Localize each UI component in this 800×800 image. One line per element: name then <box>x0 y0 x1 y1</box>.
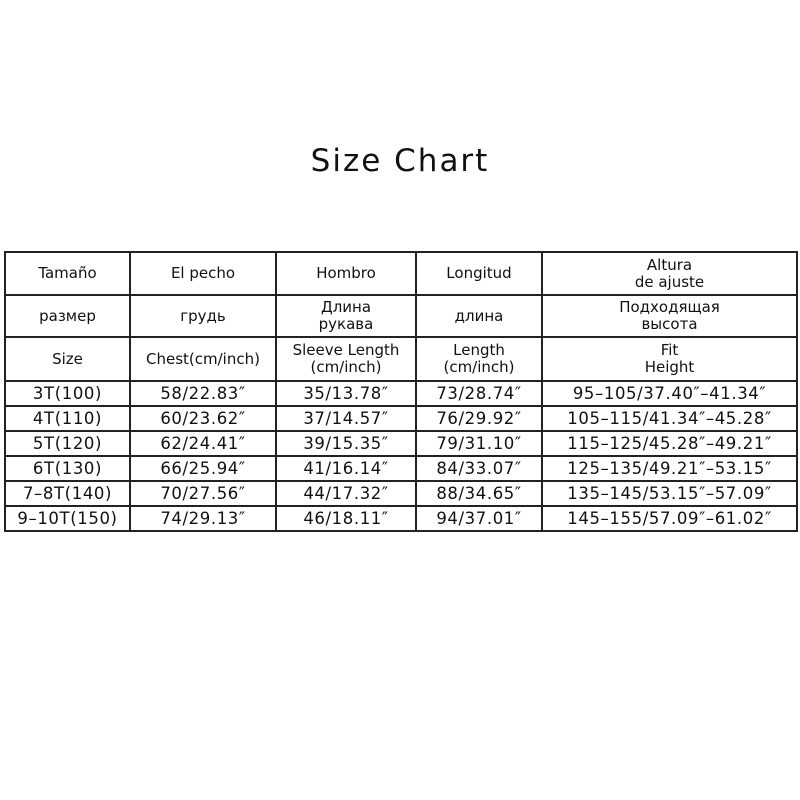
table-row <box>5 381 797 406</box>
fit-height-cell: 145–155/57.09″–61.02″ <box>542 506 797 531</box>
chest-cell: 74/29.13″ <box>130 506 276 531</box>
length-cell: 73/28.74″ <box>416 381 542 406</box>
size-cell: 7–8T(140) <box>5 481 130 506</box>
chest-cell: 58/22.83″ <box>130 381 276 406</box>
header-cell: Tamaño <box>5 252 130 295</box>
size-cell: 3T(100) <box>5 381 130 406</box>
header-cell: длина <box>416 295 542 337</box>
chest-cell: 66/25.94″ <box>130 456 276 481</box>
sleeve-length-cell: 46/18.11″ <box>276 506 416 531</box>
fit-height-cell: 115–125/45.28″–49.21″ <box>542 431 797 456</box>
table-row <box>5 431 797 456</box>
header-cell: Length (cm/inch) <box>416 337 542 381</box>
fit-height-cell: 125–135/49.21″–53.15″ <box>542 456 797 481</box>
sleeve-length-cell: 39/15.35″ <box>276 431 416 456</box>
table-row <box>5 506 797 531</box>
fit-height-cell: 95–105/37.40″–41.34″ <box>542 381 797 406</box>
length-cell: 84/33.07″ <box>416 456 542 481</box>
header-row-english <box>5 337 797 381</box>
length-cell: 76/29.92″ <box>416 406 542 431</box>
header-cell: Fit Height <box>542 337 797 381</box>
table-row <box>5 406 797 431</box>
sleeve-length-cell: 35/13.78″ <box>276 381 416 406</box>
fit-height-cell: 105–115/41.34″–45.28″ <box>542 406 797 431</box>
header-cell: Hombro <box>276 252 416 295</box>
header-row-russian <box>5 295 797 337</box>
size-cell: 6T(130) <box>5 456 130 481</box>
size-cell: 5T(120) <box>5 431 130 456</box>
length-cell: 79/31.10″ <box>416 431 542 456</box>
chest-cell: 60/23.62″ <box>130 406 276 431</box>
header-cell: Длина рукава <box>276 295 416 337</box>
length-cell: 88/34.65″ <box>416 481 542 506</box>
sleeve-length-cell: 37/14.57″ <box>276 406 416 431</box>
header-cell: Size <box>5 337 130 381</box>
sleeve-length-cell: 41/16.14″ <box>276 456 416 481</box>
header-cell: Altura de ajuste <box>542 252 797 295</box>
fit-height-cell: 135–145/53.15″–57.09″ <box>542 481 797 506</box>
header-cell: размер <box>5 295 130 337</box>
header-cell: Chest(cm/inch) <box>130 337 276 381</box>
chest-cell: 62/24.41″ <box>130 431 276 456</box>
header-cell: Longitud <box>416 252 542 295</box>
header-cell: грудь <box>130 295 276 337</box>
table-row <box>5 481 797 506</box>
length-cell: 94/37.01″ <box>416 506 542 531</box>
header-cell: El pecho <box>130 252 276 295</box>
table-row <box>5 456 797 481</box>
chest-cell: 70/27.56″ <box>130 481 276 506</box>
sleeve-length-cell: 44/17.32″ <box>276 481 416 506</box>
size-cell: 9–10T(150) <box>5 506 130 531</box>
header-row-spanish <box>5 252 797 295</box>
page-title: Size Chart <box>310 143 490 179</box>
size-chart-table <box>4 251 798 532</box>
header-cell: Sleeve Length (cm/inch) <box>276 337 416 381</box>
header-cell: Подходящая высота <box>542 295 797 337</box>
size-cell: 4T(110) <box>5 406 130 431</box>
